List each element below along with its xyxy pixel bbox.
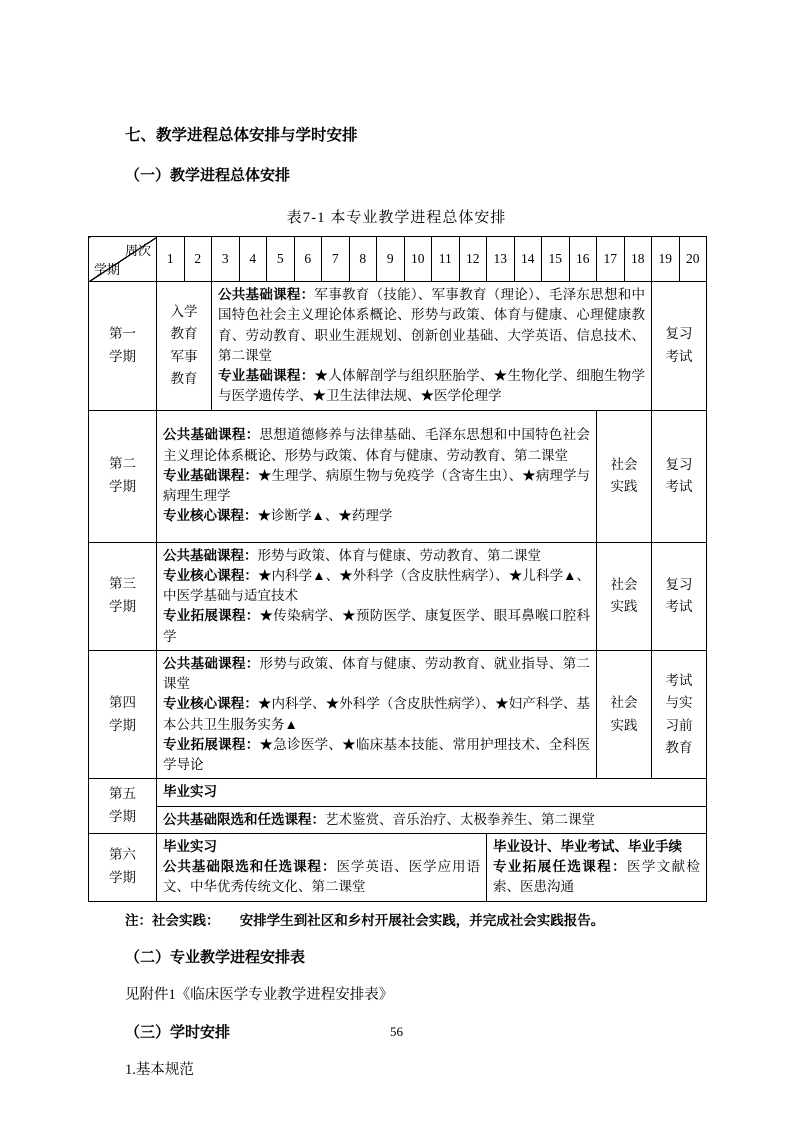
social-practice-cell	[597, 542, 652, 650]
table-header-row	[89, 237, 707, 282]
semester-axis-label: 学期	[94, 262, 121, 277]
page-number: 56	[390, 1024, 403, 1039]
course-category-label: 专业核心课程：	[163, 508, 258, 524]
courses-cell	[212, 282, 652, 411]
course-category	[163, 810, 700, 830]
week-header-cell: 5	[267, 237, 295, 282]
course-category-label: 公共基础限选和任选课程：	[163, 859, 337, 875]
course-category	[218, 285, 645, 366]
course-category	[163, 506, 590, 526]
table-caption: 表7-1 本专业教学进程总体安排	[286, 210, 507, 226]
week-header-cell: 17	[597, 237, 625, 282]
course-category-label: 专业基础课程：	[218, 368, 315, 383]
exam-review-text: 复习考试	[665, 456, 693, 494]
course-category-label: 专业拓展课程：	[163, 608, 260, 624]
course-list: 思想道德修养与法律基础、毛泽东思想和中国特色社会主义理论体系概论、形势与政策、体育与健康、劳动教育、第二课堂	[163, 427, 591, 463]
course-list: ★生理学、病原生物与免疫学（含寄生虫）、★病理学与病理生理学	[163, 467, 591, 504]
semester-label: 第二学期	[109, 456, 136, 494]
social-practice-text: 社会实践	[610, 456, 638, 494]
course-category	[218, 366, 645, 407]
course-category-label: 专业基础课程：	[163, 467, 258, 483]
orientation-education-cell	[157, 282, 212, 411]
week-header-cell: 10	[404, 237, 432, 282]
course-list: 艺术鉴赏、音乐治疗、太极拳养生、第二课堂	[325, 811, 595, 827]
course-category-label: 公共基础课程：	[163, 427, 260, 443]
semester-label-cell	[89, 282, 157, 411]
electives-cell	[157, 806, 707, 833]
social-practice-cell	[597, 410, 652, 542]
course-list: 军事教育（技能）、军事教育（理论）、毛泽东思想和中国特色社会主义理论体系概论、形势与政策、体育与健康、心理健康教育、劳动教育、职业生涯规划、创新创业基础、大学英语、信息技术、第二课堂	[218, 287, 646, 363]
course-list: ★急诊医学、★临床基本技能、常用护理技术、全科医学导论	[163, 736, 591, 772]
course-list: 形势与政策、体育与健康、劳动教育、就业指导、第二课堂	[163, 655, 591, 691]
course-list: ★内科学、★外科学（含皮肤性病学）、★妇产科学、基本公共卫生服务实务▲	[163, 696, 591, 732]
orientation-education-text: 入学教育军事教育	[170, 304, 198, 387]
table-note: 注：社会实践： 安排学生到社区和乡村开展社会实践，并完成社会实践报告。	[125, 912, 605, 928]
subsection-heading-teaching-schedule: （一）教学进程总体安排	[125, 167, 291, 184]
semester-label-cell	[89, 410, 157, 542]
week-header-cell: 14	[514, 237, 542, 282]
exam-review-text: 复习考试	[665, 326, 693, 364]
course-list: 医学文献检索、医患沟通	[493, 859, 701, 895]
semester-label-cell	[89, 650, 157, 779]
exam-review-cell	[652, 282, 707, 411]
semester-label: 第五学期	[109, 786, 136, 824]
week-header-cell: 3	[212, 237, 240, 282]
course-category	[163, 735, 590, 776]
courses-cell	[157, 542, 597, 650]
course-category	[163, 694, 590, 735]
social-practice-text: 社会实践	[610, 576, 638, 615]
semester-label-cell	[89, 779, 157, 834]
week-header-cell: 4	[239, 237, 267, 282]
course-list: ★人体解剖学与组织胚胎学、★生物化学、细胞生物学与医学遗传学、★卫生法律法规、★医学伦理学	[218, 368, 646, 404]
week-header-cell: 20	[679, 237, 707, 282]
course-category	[493, 857, 700, 898]
course-category-label: 专业拓展课程：	[163, 736, 260, 752]
graduation-affairs-cell	[487, 833, 707, 901]
list-item-basic-standard: 1.基本规范	[125, 1061, 194, 1078]
course-category	[163, 606, 590, 647]
week-header-cell: 16	[569, 237, 597, 282]
graduation-affairs-text: 毕业设计、毕业考试、毕业手续	[493, 838, 682, 854]
course-list: ★内科学▲、★外科学（含皮肤性病学）、★儿科学▲、中医学基础与适宜技术	[163, 567, 591, 603]
week-header-cell: 1	[157, 237, 185, 282]
attachment-reference: 见附件1《临床医学专业教学进程安排表》	[125, 986, 394, 1003]
social-practice-cell	[597, 650, 652, 779]
table-row-semester-1	[89, 282, 707, 411]
week-header-cell: 8	[349, 237, 377, 282]
week-header-cell: 7	[322, 237, 350, 282]
week-header-cell: 19	[652, 237, 680, 282]
course-list: 形势与政策、体育与健康、劳动教育、第二课堂	[257, 547, 541, 563]
table-row-semester-2	[89, 410, 707, 542]
exam-pre-internship-cell	[652, 650, 707, 779]
table-row-semester-6	[89, 833, 707, 901]
exam-pre-internship-text: 考试与实习前教育	[665, 672, 693, 755]
course-category	[163, 654, 590, 695]
exam-review-text: 复习考试	[665, 576, 693, 615]
week-header-cell: 2	[184, 237, 212, 282]
semester-label: 第一学期	[109, 325, 136, 364]
semester-label-cell	[89, 833, 157, 901]
subsection-heading-schedule-attachment: （二）专业教学进程安排表	[125, 948, 306, 966]
section-heading: 七、教学进程总体安排与学时安排	[125, 127, 358, 144]
week-axis-label: 周次	[124, 243, 151, 258]
course-list: 医学英语、医学应用语文、中华优秀传统文化、第二课堂	[163, 859, 481, 895]
semester-label: 第四学期	[109, 694, 136, 733]
course-category	[163, 425, 590, 466]
semester-label-cell	[89, 542, 157, 650]
corner-header-cell	[89, 237, 157, 282]
graduation-internship-cell	[157, 779, 707, 806]
week-header-cell: 9	[377, 237, 405, 282]
week-header-cell: 15	[542, 237, 570, 282]
graduation-internship-text: 毕业实习	[163, 784, 217, 800]
week-header-cell: 11	[432, 237, 460, 282]
week-header-cell: 13	[487, 237, 515, 282]
course-category	[163, 466, 590, 507]
teaching-schedule-table	[88, 236, 707, 902]
course-category-label: 公共基础课程：	[163, 547, 258, 563]
exam-review-cell	[652, 542, 707, 650]
week-header-cell: 12	[459, 237, 487, 282]
course-category	[163, 566, 590, 607]
week-header-cell: 18	[624, 237, 652, 282]
graduation-internship-text: 毕业实习	[163, 838, 217, 854]
table-row-semester-3	[89, 542, 707, 650]
course-category-label: 专业拓展任选课程：	[493, 859, 627, 875]
courses-cell	[157, 650, 597, 779]
course-category	[163, 546, 590, 566]
internship-electives-cell	[157, 833, 487, 901]
course-category-label: 专业核心课程：	[163, 567, 258, 583]
week-header-cell: 6	[294, 237, 322, 282]
course-category-label: 公共基础课程：	[218, 287, 315, 302]
table-row-semester-4	[89, 650, 707, 779]
table-row-semester-5-electives	[89, 806, 707, 833]
courses-cell	[157, 410, 597, 542]
table-row-semester-5	[89, 779, 707, 806]
social-practice-text: 社会实践	[610, 695, 638, 733]
course-list: ★传染病学、★预防医学、康复医学、眼耳鼻喉口腔科学	[163, 608, 591, 644]
exam-review-cell	[652, 410, 707, 542]
course-category-label: 专业核心课程：	[163, 696, 258, 712]
course-category	[163, 857, 480, 898]
subsection-heading-hours: （三）学时安排	[125, 1023, 231, 1041]
course-category-label: 公共基础课程：	[163, 655, 260, 671]
course-category-label: 公共基础限选和任选课程：	[163, 811, 325, 827]
semester-label: 第六学期	[109, 847, 136, 886]
semester-label: 第三学期	[109, 576, 136, 615]
course-list: ★诊断学▲、★药理学	[257, 508, 393, 524]
